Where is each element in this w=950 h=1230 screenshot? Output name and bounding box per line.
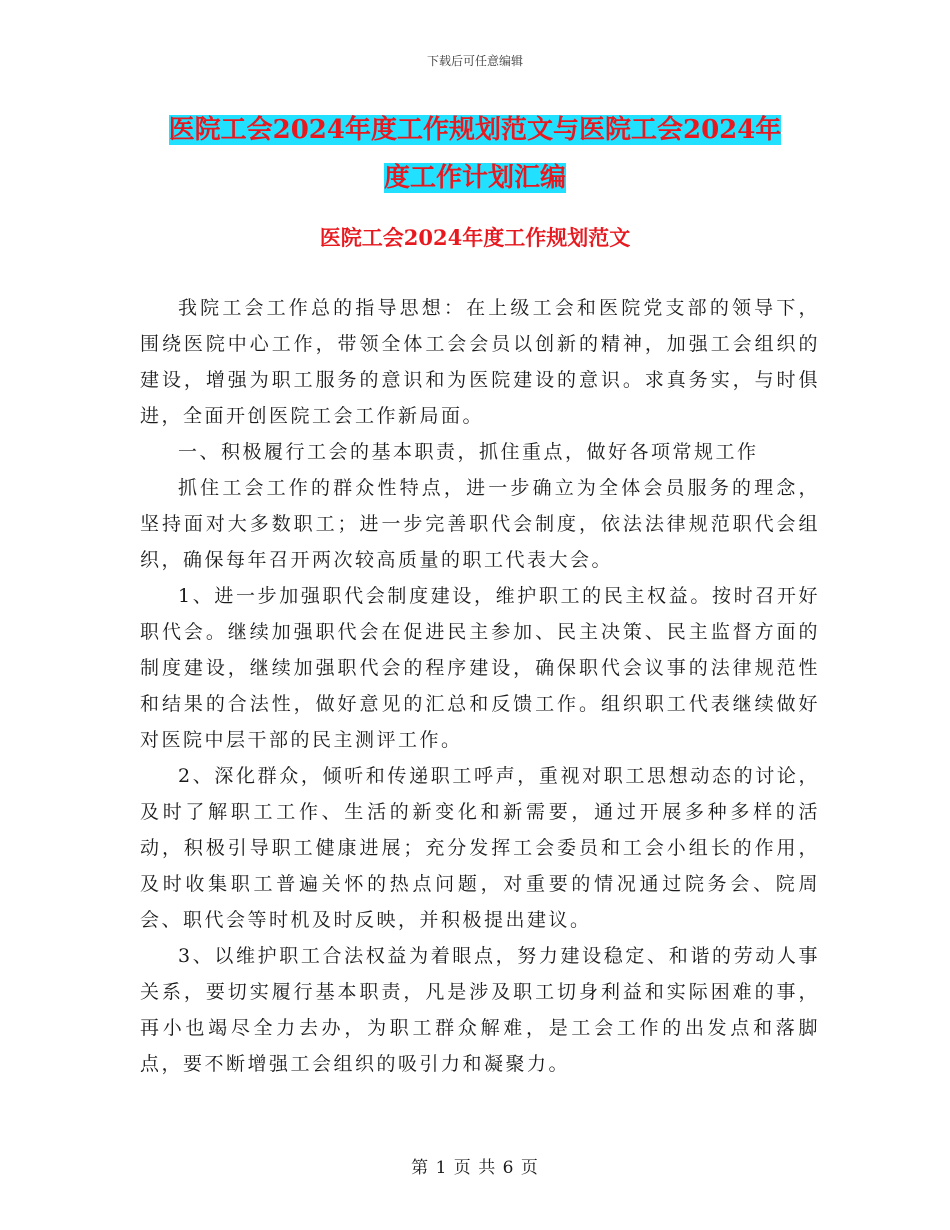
document-title (140, 106, 810, 202)
paragraph-guiding-idea: 我院工会工作总的指导思想：在上级工会和医院党支部的领导下，围绕医院中心工作，带领全体工会会员以创新的精神，加强工会组织的建设，增强为职工服务的意识和为医院建设的意识。求真务实，与时俱进，全面开创医院工会工作新局面。 (140, 297, 820, 427)
section-title: 医院工会2024年度工作规划范文 (319, 225, 631, 250)
header-note: 下载后可任意编辑 (426, 54, 523, 68)
paragraph-item-3: 3、以维护职工合法权益为着眼点，努力建设稳定、和谐的劳动人事关系，要切实履行基本职责，凡是涉及职工切身利益和实际困难的事，再小也竭尽全力去办，为职工群众解难，是工会工作的出发点和落脚点，要不断增强工会组织的吸引力和凝聚力。 (140, 945, 820, 1075)
page-number: 第 1 页 共 6 页 (411, 1158, 539, 1178)
body-text (140, 290, 820, 1082)
paragraph-heading-1: 一、积极履行工会的基本职责，抓住重点，做好各项常规工作 (178, 441, 759, 463)
paragraph-mass-work: 抓住工会工作的群众性特点，进一步确立为全体会员服务的理念，坚持面对大多数职工；进一步完善职代会制度，依法法律规范职代会组织，确保每年召开两次较高质量的职工代表大会。 (140, 477, 820, 571)
paragraph-item-2: 2、深化群众，倾听和传递职工呼声，重视对职工思想动态的讨论，及时了解职工工作、生活的新变化和新需要，通过开展多种多样的活动，积极引导职工健康进展；充分发挥工会委员和工会小组长的作用，及时收集职工普遍关怀的热点问题，对重要的情况通过院务会、院周会、职代会等时机及时反映，并积极提出建议。 (140, 765, 820, 931)
paragraph-item-1: 1、进一步加强职代会制度建设，维护职工的民主权益。按时召开好职代会。继续加强职代会在促进民主参加、民主决策、民主监督方面的制度建设，继续加强职代会的程序建设，确保职代会议事的法律规范性和结果的合法性，做好意见的汇总和反馈工作。组织职工代表继续做好对医院中层干部的民主测评工作。 (140, 585, 820, 751)
document-title-line-2: 度工作计划汇编 (383, 163, 566, 193)
document-title-line-1: 医院工会2024年度工作规划范文与医院工会2024年 (168, 115, 782, 145)
